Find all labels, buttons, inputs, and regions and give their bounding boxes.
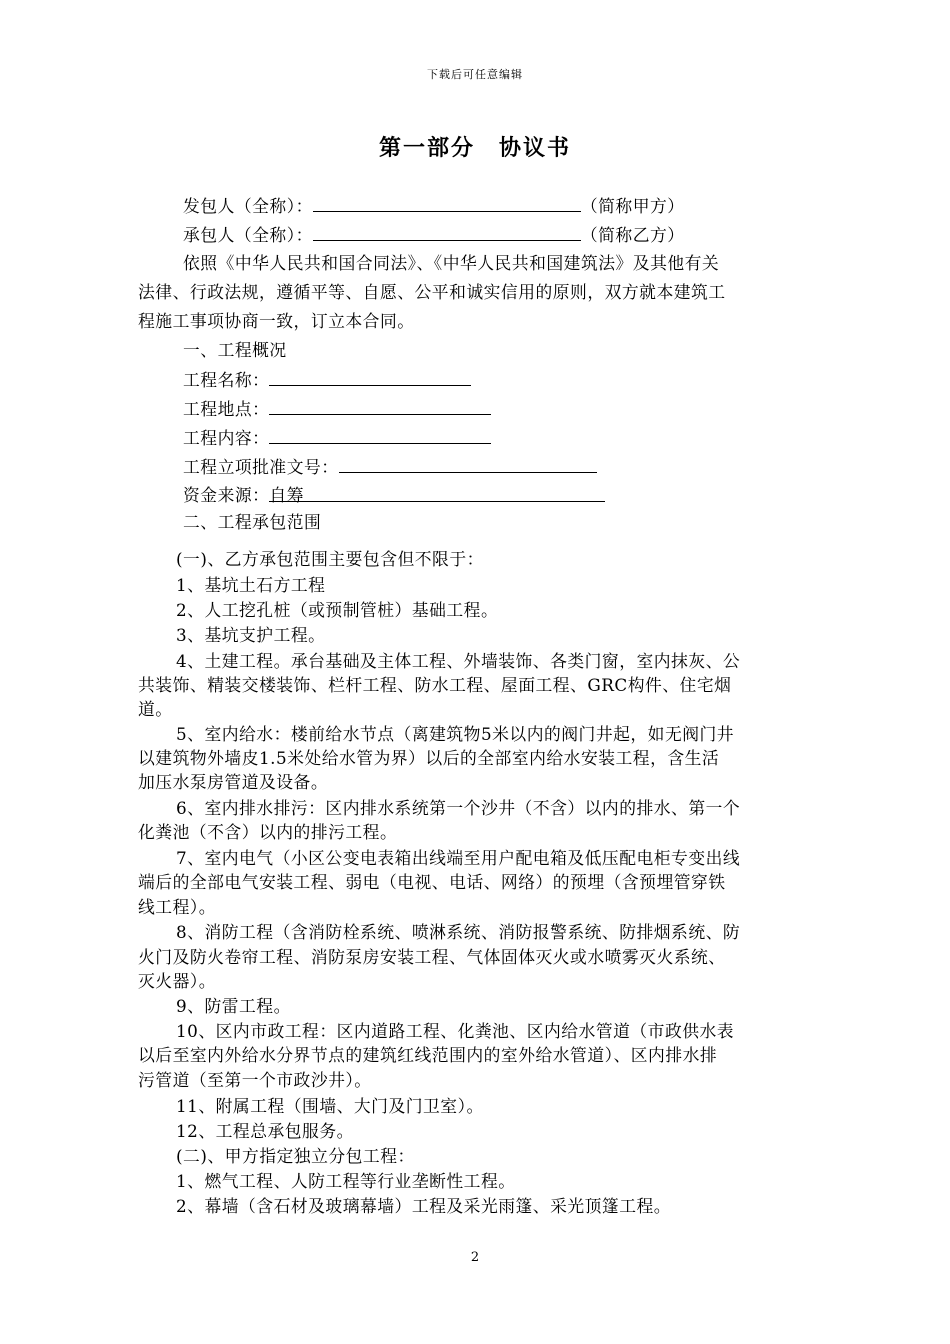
party-a-suffix: （简称甲方） <box>580 196 685 216</box>
paragraph-line: (二)、甲方指定独立分包工程： <box>176 1146 415 1166</box>
funding-blank <box>269 483 605 505</box>
paragraph-line: 化粪池（不含）以内的排污工程。 <box>138 822 398 842</box>
paragraph-line: 2、人工挖孔桩（或预制管桩）基础工程。 <box>176 600 499 620</box>
paragraph-line: 5、室内给水：楼前给水节点（离建筑物5米以内的阀门井起，如无阀门井 <box>176 724 735 744</box>
page-number: 2 <box>470 1250 480 1265</box>
paragraph-line: 污管道（至第一个市政沙井）。 <box>138 1070 372 1090</box>
paragraph-line: 8、消防工程（含消防栓系统、喷淋系统、消防报警系统、防排烟系统、防 <box>176 922 741 942</box>
party-a-blank <box>313 193 581 212</box>
approval-line <box>183 454 859 479</box>
funding-label: 资金来源： <box>183 485 270 505</box>
project-name-line <box>183 367 859 392</box>
project-site-label: 工程地点： <box>183 399 270 419</box>
party-b-suffix: （简称乙方） <box>580 225 685 245</box>
paragraph-line: 12、工程总承包服务。 <box>176 1121 354 1141</box>
project-site-line <box>183 396 859 421</box>
intro-line: 程施工事项协商一致，订立本合同。 <box>138 311 415 331</box>
paragraph-line: 灭火器）。 <box>138 971 217 991</box>
page-header: 下载后可任意编辑 <box>427 68 523 81</box>
funding-line <box>183 483 859 507</box>
section-heading: 二、工程承包范围 <box>183 512 322 532</box>
paragraph-line: 9、防雷工程。 <box>176 996 291 1016</box>
paragraph-line: (一)、乙方承包范围主要包含但不限于： <box>176 549 484 569</box>
paragraph-line: 1、燃气工程、人防工程等行业垄断性工程。 <box>176 1171 516 1191</box>
paragraph-line: 线工程）。 <box>138 897 217 917</box>
project-site-blank <box>269 396 491 415</box>
funding-value: 自筹 <box>269 485 304 505</box>
paragraph-line: 加压水泵房管道及设备。 <box>138 772 329 792</box>
paragraph-line: 3、基坑支护工程。 <box>176 625 326 645</box>
party-a-line <box>183 193 859 218</box>
intro-line: 法律、行政法规，遵循平等、自愿、公平和诚实信用的原则，双方就本建筑工 <box>138 282 726 302</box>
paragraph-line: 2、幕墙（含石材及玻璃幕墙）工程及采光雨篷、采光顶篷工程。 <box>176 1196 672 1216</box>
party-a-label: 发包人（全称）： <box>183 196 313 216</box>
project-content-line <box>183 425 859 450</box>
paragraph-line: 4、土建工程。承台基础及主体工程、外墙装饰、各类门窗，室内抹灰、公 <box>176 651 741 671</box>
page-title: 第一部分 协议书 <box>378 135 571 161</box>
paragraph-line: 共装饰、精装交楼装饰、栏杆工程、防水工程、屋面工程、GRC构件、住宅烟 <box>138 675 732 695</box>
project-content-label: 工程内容： <box>183 428 270 448</box>
approval-blank <box>339 454 597 473</box>
party-b-line <box>183 222 859 247</box>
section-heading: 一、工程概况 <box>183 340 287 360</box>
paragraph-line: 10、区内市政工程：区内道路工程、化粪池、区内给水管道（市政供水表 <box>176 1021 735 1041</box>
intro-line: 依照《中华人民共和国合同法》、《中华人民共和国建筑法》及其他有关 <box>183 253 720 273</box>
paragraph-line: 以后至室内外给水分界节点的建筑红线范围内的室外给水管道）、区内排水排 <box>138 1045 718 1065</box>
paragraph-line: 道。 <box>138 699 173 719</box>
project-name-blank <box>269 367 471 386</box>
party-b-blank <box>313 222 581 241</box>
paragraph-line: 6、室内排水排污：区内排水系统第一个沙井（不含）以内的排水、第一个 <box>176 798 741 818</box>
paragraph-line: 端后的全部电气安装工程、弱电（电视、电话、网络）的预埋（含预埋管穿铁 <box>138 872 726 892</box>
approval-label: 工程立项批准文号： <box>183 457 339 477</box>
project-content-blank <box>269 425 491 444</box>
project-name-label: 工程名称： <box>183 370 270 390</box>
paragraph-line: 火门及防火卷帘工程、消防泵房安装工程、气体固体灭火或水喷雾灭火系统、 <box>138 947 726 967</box>
paragraph-line: 7、室内电气（小区公变电表箱出线端至用户配电箱及低压配电柜专变出线 <box>176 848 741 868</box>
paragraph-line: 11、附属工程（围墙、大门及门卫室）。 <box>176 1096 484 1116</box>
party-b-label: 承包人（全称）： <box>183 225 313 245</box>
paragraph-line: 1、基坑土石方工程 <box>176 575 326 595</box>
paragraph-line: 以建筑物外墙皮1.5米处给水管为界）以后的全部室内给水安装工程，含生活 <box>138 748 720 768</box>
